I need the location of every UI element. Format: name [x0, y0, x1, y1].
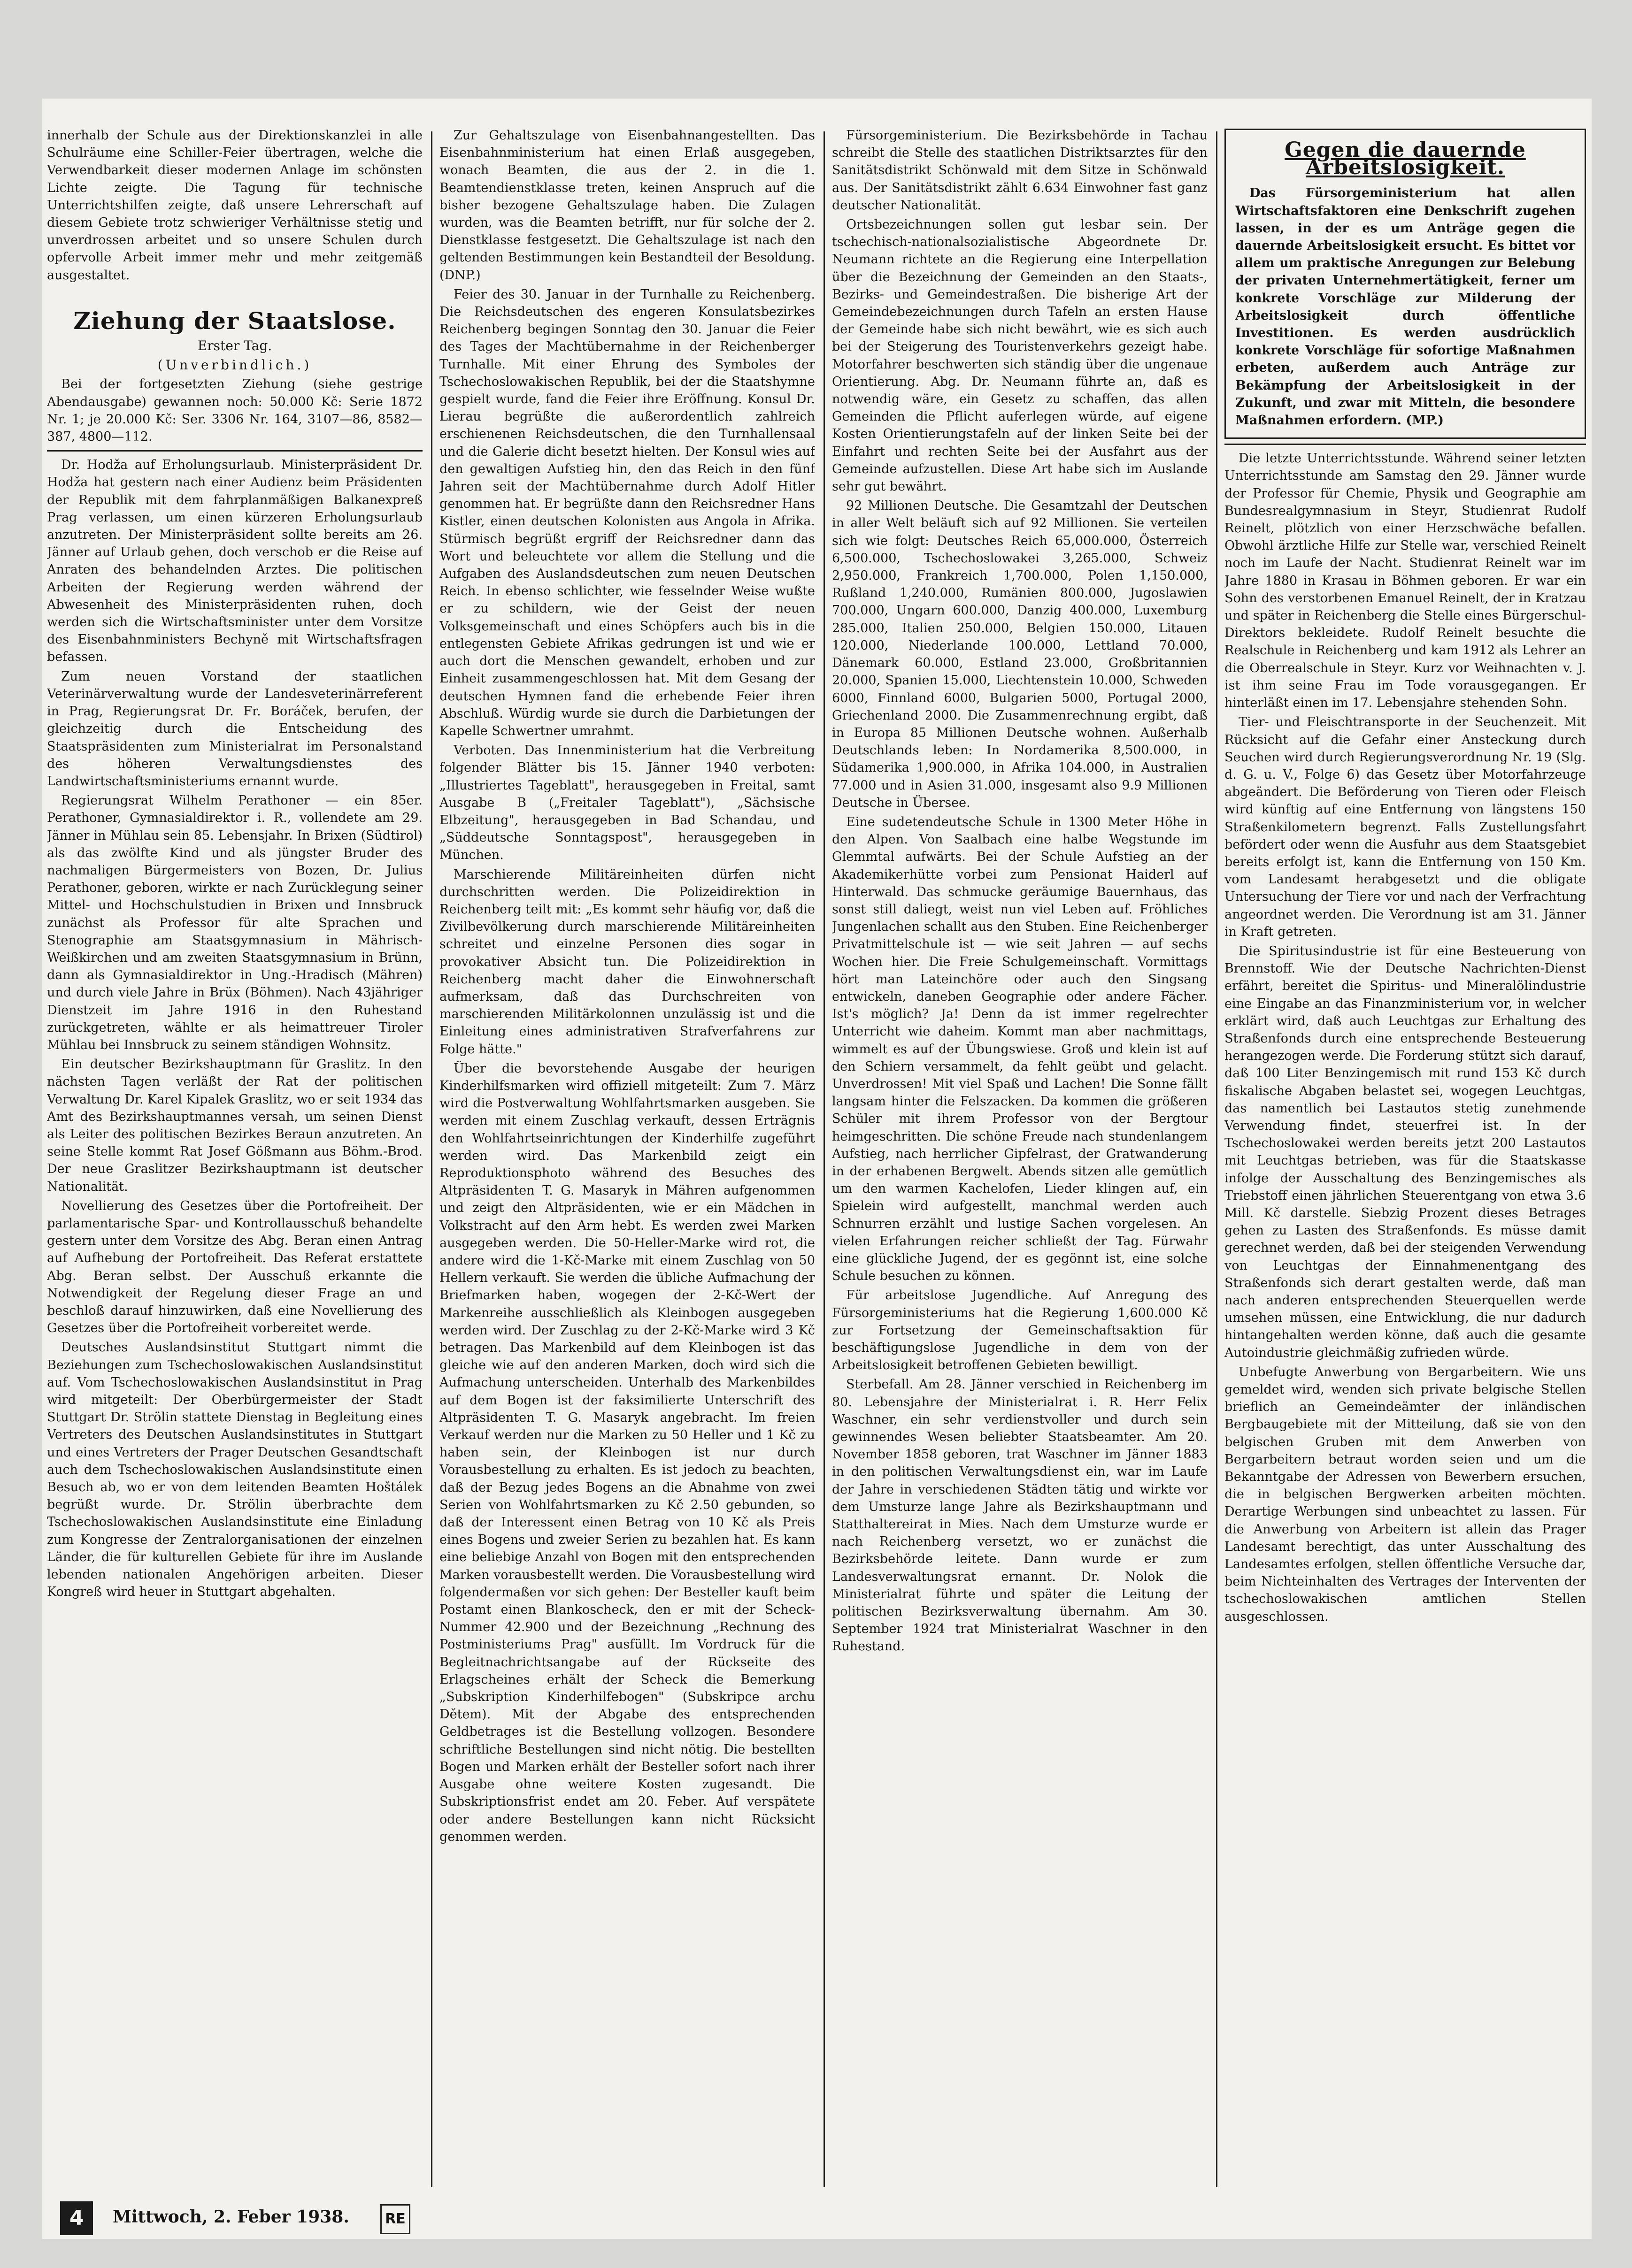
article-tiertransporte: Tier- und Fleischtransporte in der Seuchenzeit. Mit Rücksicht auf die Gefahr einer Ansteckung durch Seuchen wird durch Regierungsverordnung Nr. 19 (Slg. d. G. u. V., Folge 6) das Gesetz über Motorfahrzeuge abgeändert. Die Beförderung von Tieren oder Fleisch wird künftig auf eine Entfernung von längstens 150 Straßenkilometern begrenzt. Falls Zustellungsfahrt befördert oder wenn die Ausfuhr aus dem Staatsgebiet bereits erfolgt ist, kann die Entfernung von 150 Km. vom Landesamt herabgesetzt und die obligate Untersuchung der Tiere vor und nach der Verfrachtung angeordnet werden. Die Verordnung ist am 31. Jänner in Kraft getreten.	[1224, 715, 1586, 939]
article-gehaltszulage: Zur Gehaltszulage von Eisenbahnangestellten. Das Eisenbahnministerium hat einen Erlaß ausgegeben, wonach Beamten, die aus der 2. in die 1. Beamtendienstklasse treten, keinen Anspruch auf die bisher bezogene Gehaltszulage haben. Die Zulagen wurden, was die Beamten betrifft, nur für solche der 2. Dienstklasse festgesetzt. Die Gehaltszulage ist nach den geltenden Bestimmungen kein Bestandteil der Besoldung. (DNP.)	[439, 128, 815, 283]
column-1	[47, 127, 423, 2192]
column-rule	[824, 131, 825, 2187]
article-sterbefall: Sterbefall. Am 28. Jänner verschied in Reichenberg im 80. Lebensjahre der Ministerialrat i. R. Herr Felix Waschner, ein sehr verdienstvoller und durch sein gewinnendes Wesen beliebter Staatsbeamter. Am 20. November 1858 geboren, trat Waschner im Jänner 1883 in den politischen Verwaltungsdienst ein, war im Laufe der Jahre in verschiedenen Städten tätig und wirkte vor dem Umsturze lange Jahre als Bezirkshauptmann und Statthaltereirat in Mies. Nach dem Umsturze wurde er nach Reichenberg versetzt, wo er zunächst die Bezirksbehörde leitete. Dann wurde er zum Landesverwaltungsrat ernannt. Dr. Nolok die Ministerialrat führte und später die Leitung der politischen Bezirksverwaltung übernahm. Am 30. September 1924 trat Ministerialrat Waschner in den Ruhestand.	[832, 1377, 1208, 1654]
article-perathoner: Regierungsrat Wilhelm Perathoner — ein 85er. Perathoner, Gymnasialdirektor i. R., vollendete am 29. Jänner in Mühlau sein 85. Lebensjahr. In Brixen (Südtirol) als das zwölfte Kind und als jüngster Bruder des nachmaligen Bürgermeisters von Bozen, Dr. Julius Perathoner, geboren, wirkte er nach Zurücklegung seiner Mittel- und Hochschulstudien in Brixen und Innsbruck zunächst als Professor für alte Sprachen und Stenographie am Staatsgymnasium in Mährisch-Weißkirchen und am zweiten Staatsgymnasium in Brünn, dann als Gymnasialdirektor in Ung.-Hradisch (Mähren) und durch viele Jahre in Brüx (Böhmen). Nach 43jähriger Dienstzeit im Jahre 1916 in den Ruhestand zurückgetreten, wählte er als heimattreuer Tiroler Mühlau bei Innsbruck zu seinem ständigen Wohnsitz.	[47, 793, 423, 1052]
featured-body: Das Fürsorgeministerium hat allen Wirtschaftsfaktoren eine Denkschrift zugehen lassen, in der es um Anträge gegen die dauernde Arbeitslosigkeit ersucht. Es bittet vor allem um praktische Anregungen zur Belebung der privaten Unternehmertätigkeit, ferner um konkrete Vorschläge zur Milderung der Arbeitslosigkeit durch öffentliche Investitionen. Es werden ausdrücklich konkrete Vorschläge für sofortige Maßnahmen erbeten, außerdem auch Anträge zur Bekämpfung der Arbeitslosigkeit in der Zukunft, und zwar mit Mitteln, die besondere Maßnahmen erfordern. (MP.)	[1235, 186, 1575, 428]
article-spiritusindustrie: Die Spiritusindustrie ist für eine Besteuerung von Brennstoff. Wie der Deutsche Nachrichten-Dienst erfährt, bereitet die Spiritus- und Mineralölindustrie eine Eingabe an das Finanzministerium vor, in welcher erklärt wird, daß auch Leuchtgas zur Erhaltung des Straßenfonds durch eine entsprechende Besteuerung herangezogen werde. Die Forderung stützt sich darauf, daß 100 Liter Benzingemisch mit rund 153 Kč durch fiskalische Abgaben belastet sei, wogegen Leuchtgas, das namentlich bei Lastautos stetig zunehmende Verwendung findet, steuerfrei ist. In der Tschechoslowakei werden bereits jetzt 200 Lastautos mit Leuchtgas betrieben, was für die Staatskasse infolge der Ausschaltung des Benzingemisches als Triebstoff einen jährlichen Steuerentgang von etwa 3.6 Mill. Kč darstelle. Siebzig Prozent dieses Betrages gehen zu Lasten des Straßenfonds. Es müsse damit gerechnet werden, daß bei der steigenden Verwendung von Leuchtgas der Einnahmenentgang des Straßenfonds sich derart gestalten werde, daß man nach anderen entsprechenden Steuerquellen werde umsehen müssen, eine Entwicklung, die nur dadurch hintangehalten werden könne, daß auch die gesamte Autoindustrie gleichmäßig zufrieden würde.	[1224, 943, 1586, 1360]
lottery-title: Ziehung der Staatslose.	[73, 306, 396, 335]
featured-box	[1224, 129, 1586, 439]
article-auslandsinstitut: Deutsches Auslandsinstitut Stuttgart nimmt die Beziehungen zum Tschechoslowakischen Auslandsinstitut auf. Vom Tschechoslowakischen Auslandsinstitut in Prag wird mitgeteilt: Der Oberbürgermeister der Stadt Stuttgart Dr. Strölin stattete Dienstag in Begleitung eines Vertreters des Deutschen Auslandsinstitutes in Stuttgart und eines Vertreters der Prager Deutschen Gesandtschaft auch dem Tschechoslowakischen Auslandsinstitute einen Besuch ab, wo er von dem leitenden Beamten Hoštálek begrüßt wurde. Dr. Strölin überbrachte dem Tschechoslowakischen Auslandsinstitute eine Einladung zum Kongresse der Zentralorganisationen der einzelnen Länder, die für kulturellen Gebiete für ihre im Auslande lebenden nationalen Angehörigen arbeiten. Dieser Kongreß wird heuer in Stuttgart abgehalten.	[47, 1340, 423, 1600]
article-unterrichtsstunde: Die letzte Unterrichtsstunde. Während seiner letzten Unterrichtsstunde am Samstag den 29. Jänner wurde der Professor für Chemie, Physik und Geographie am Bundesrealgymnasium in Steyr, Studienrat Rudolf Reinelt, plötzlich von einer Herzschwäche befallen. Obwohl ärztliche Hilfe zur Stelle war, verschied Reinelt noch im Laufe der Nacht. Studienrat Reinelt war im Jahre 1880 in Krasau in Böhmen geboren. Er war ein Sohn des verstorbenen Emanuel Reinelt, der in Kratzau und später in Reichenberg die Stelle eines Bürgerschul-Direktors bekleidete. Rudolf Reinelt besuchte die Realschule in Reichenberg und kam 1912 als Lehrer an die Oberrealschule in Steyr. Kurz vor Weihnachten v. J. ist ihm seine Frau im Tode vorausgegangen. Er hinterläßt einen im 17. Lebensjahre stehenden Sohn.	[1224, 451, 1586, 711]
article-kinderhilfsmarken: Über die bevorstehende Ausgabe der heurigen Kinderhilfsmarken wird offiziell mitgeteilt: Zum 7. März wird die Postverwaltung Wohlfahrtsmarken ausgeben. Sie werden mit einem Zuschlag verkauft, dessen Erträgnis den Wohlfahrtseinrichtungen der Kinderhilfe zugeführt werden wird. Das Markenbild zeigt ein Reproduktionsphoto während des Besuches des Altpräsidenten T. G. Masaryk in Mähren aufgenommen und zeigt den Altpräsidenten, wie er ein Mädchen in Volkstracht auf den Arm hebt. Es werden zwei Marken ausgegeben werden. Die 50-Heller-Marke wird rot, die andere wird die 1-Kč-Marke mit einem Zuschlag von 50 Hellern verkauft. Sie werden die übliche Aufmachung der Briefmarken haben, wogegen der 2-Kč-Wert der Markenreihe ausschließlich als Kleinbogen ausgegeben werden wird. Der Zuschlag zu der 2-Kč-Marke wird 3 Kč betragen. Das Markenbild auf dem Kleinbogen ist das gleiche wie auf den anderen Marken, doch wird sich die Aufmachung unterscheiden. Unterhalb des Markenbildes auf dem Bogen ist der faksimilierte Unterschrift des Altpräsidenten T. G. Masaryk angebracht. Im freien Verkauf werden nur die Marken zu 50 Heller und 1 Kč zu haben sein, der Kleinbogen ist nur durch Vorausbestellung zu erhalten. Es ist jedoch zu beachten, daß der Bezug jedes Bogens an die Abnahme von zwei Serien von Wohlfahrtsmarken zu Kč 2.50 gebunden, so daß der Interessent einen Betrag von 10 Kč als Preis eines Bogens und zweier Serien zu bezahlen hat. Es kann eine beliebige Anzahl von Bogen mit den entsprechenden Marken vorausbestellt werden. Die Vorausbestellung wird folgendermaßen vor sich gehen: Der Besteller kauft beim Postamt einen Blankoscheck, den er mit der Scheck-Nummer 42.900 und der Bezeichnung „Rechnung des Postministeriums Prag" ausfüllt. Im Vordruck für die Begleitnachrichtsangabe auf der Rückseite des Erlagscheines erhält der Scheck die Bemerkung „Subskription Kinderhilfebogen" (Subskripce archu Dětem). Mit der Abgabe des entsprechenden Geldbetrages ist die Bestellung vollzogen. Besondere schriftliche Bestellungen sind nicht nötig. Die bestellten Bogen und Marken erhält der Besteller sofort nach ihrer Ausgabe ohne weitere Kosten zugesandt. Die Subskriptionsfrist endet am 20. Feber. Auf verspätete oder andere Bestellungen kann nicht Rücksicht genommen werden.	[439, 1061, 815, 1844]
newspaper-page	[42, 99, 1592, 2239]
featured-title: Gegen die dauernde Arbeitslosigkeit.	[1285, 138, 1526, 180]
article-graslitz: Ein deutscher Bezirkshauptmann für Graslitz. In den nächsten Tagen verläßt der Rat der politischen Verwaltung Dr. Karel Kipalek Graslitz, wo er seit 1934 das Amt des Bezirkshauptmannes versah, um seinen Dienst als Leiter des politischen Bezirkes Beraun anzutreten. An seine Stelle kommt Rat Josef Gößmann aus Böhm.-Brod. Der neue Graslitzer Bezirkshauptmann ist deutscher Nationalität.	[47, 1057, 423, 1194]
column-rule	[431, 131, 432, 2187]
intro-text: innerhalb der Schule aus der Direktionskanzlei in alle Schulräume eine Schiller-Feier übertragen, welche die Verwendbarkeit dieser modernen Anlage im schönsten Lichte zeigte. Die Tagung für technische Unterrichtshilfen zeigte, daß unsere Lehrerschaft auf diesem Gebiete trotz schwieriger Verhältnisse stetig und unverdrossen arbeitet und so unsere Schulen durch opfervolle Arbeit immer mehr und mehr zeitgemäß ausgestaltet.	[47, 128, 423, 283]
column-4	[1224, 127, 1586, 2206]
column-3	[832, 127, 1208, 2206]
lottery-subtitle: Erster Tag.	[197, 338, 272, 354]
article-portofreiheit: Novellierung des Gesetzes über die Portofreiheit. Der parlamentarische Spar- und Kontrollausschuß behandelte gestern unter dem Vorsitze des Abg. Beran einen Antrag auf Aufhebung der Portofreiheit. Das Referat erstattete Abg. Beran selbst. Der Ausschuß erkannte die Notwendigkeit der Regelung dieser Frage an und beschloß darauf hinzuwirken, daß eine Novellierung des Gesetzes über die Portofreiheit vorbereitet werde.	[47, 1198, 423, 1336]
article-fuersorge: Fürsorgeministerium. Die Bezirksbehörde in Tachau schreibt die Stelle des staatlichen Distriktsarztes für den Sanitätsdistrikt Schönwald mit dem Sitze in Schönwald aus. Der Sanitätsdistrikt zählt 6.634 Einwohner fast ganz deutscher Nationalität.	[832, 128, 1208, 213]
page-number: 4	[60, 2201, 93, 2235]
article-bergarbeiter: Unbefugte Anwerbung von Bergarbeitern. Wie uns gemeldet wird, wenden sich private belgische Stellen brieflich an Gemeindeämter der inländischen Bergbaugebiete mit der Mitteilung, daß sie von den belgischen Gruben mit dem Anwerben von Bergarbeitern betraut worden seien und um die Bekanntgabe der Adressen von Bewerbern ersuchen, die in belgischen Bergwerken arbeiten möchten. Derartige Werbungen sind unbeachtet zu lassen. Für die Anwerbung von Arbeitern ist allein das Prager Landesamt berechtigt, das unter Ausschaltung des Landesamtes erfolgen, stellen öffentliche Versuche dar, beim Nichteinhalten des Vertrages der Interventen der tschechoslowakischen amtlichen Stellen ausgeschlossen.	[1224, 1364, 1586, 1624]
article-alpenschule: Eine sudetendeutsche Schule in 1300 Meter Höhe in den Alpen. Von Saalbach eine halbe Wegstunde im Glemmtal aufwärts. Bei der Schule Aufstieg an der Akademikerhütte vorbei zum Pensionat Haiderl auf Hinterwald. Das schmucke geräumige Bauernhaus, das sonst still daliegt, weist nun viel Leben auf. Fröhliches Jungenlachen schallt aus den Stuben. Eine Reichenberger Privatmittelschule ist — wie seit Jahren — auf sechs Wochen hier. Die Freie Schulgemeinschaft. Vormittags hört man Lateinchöre oder auch den Singsang entwickeln, daneben Geographie oder andere Fächer. Ist's möglich? Ja! Denn da ist immer regelrechter Unterricht wie daheim. Kommt man aber nachmittags, wimmelt es auf der Übungswiese. Groß und klein ist auf den Schiern versammelt, da fehlt geübt und gelacht. Unverdrossen! Mit viel Spaß und Lachen! Die Sonne fällt langsam hinter die Felszacken. Da kommen die größeren Schüler mit ihrem Professor von der Bergtour heimgeschritten. Die schöne Freude nach stundenlangem Aufstieg, nach herrlicher Gipfelrast, der Gratwanderung in der erhabenen Bergwelt. Abends sitzen alle gemütlich um den warmen Kachelofen, Lieder klingen auf, ein Spielein wird aufgestellt, manchmal werden auch Schnurren erzählt und lustige Sachen vorgelesen. An vielen Erfahrungen reicher schließt der Tag. Fürwahr eine glückliche Jugend, der es gegönnt ist, eine solche Schule besuchen zu können.	[832, 814, 1208, 1284]
lottery-results: Bei der fortgesetzten Ziehung (siehe gestrige Abendausgabe) gewannen noch: 50.000 Kč: Serie 1872 Nr. 1; je 20.000 Kč: Ser. 3306 Nr. 164, 3107—86, 8582—387, 4800—112.	[47, 377, 423, 444]
column-2	[439, 127, 815, 2206]
divider	[47, 450, 423, 452]
column-rule	[1216, 131, 1217, 2187]
article-veterinary: Zum neuen Vorstand der staatlichen Veterinärverwaltung wurde der Landesveterinärreferent in Prag, Regierungsrat Dr. Fr. Boráček, berufen, der gleichzeitig durch die Entscheidung des Staatspräsidenten zum Ministerialrat im Personalstand des höheren Verwaltungsdienstes des Landwirtschaftsministeriums ernannt wurde.	[47, 669, 423, 789]
publisher-mark: RE	[380, 2204, 410, 2234]
article-ortsbezeichnungen: Ortsbezeichnungen sollen gut lesbar sein. Der tschechisch-nationalsozialistische Abgeordnete Dr. Neumann richtete an die Regierung eine Interpellation über die Bezeichnung der Gemeinden an den Staats-, Bezirks- und Gemeindestraßen. Die bisherige Art der Gemeindebezeichnungen durch Tafeln an ersten Hause der Gemeinde habe sich nicht bewährt, wie es sich auch bei der Steigerung des Touristenverkehrs gezeigt habe. Motorfahrer beschwerten sich ständig über die ungenaue Orientierung. Abg. Dr. Neumann führte an, daß es notwendig wäre, ein Gesetz zu schaffen, das allen Gemeinden die Pflicht auferlegen würde, auf eigene Kosten Orientierungstafeln auf der linken Seite bei der Einfahrt und rechten Seite bei der Ausfahrt aus der Gemeinde aufzustellen. Diese Art habe sich im Auslande sehr gut bewährt.	[832, 217, 1208, 494]
article-feier-reichenberg: Feier des 30. Januar in der Turnhalle zu Reichenberg. Die Reichsdeutschen des engeren Konsulatsbezirkes Reichenberg begingen Sonntag den 30. Januar die Feier des Tages der Machtübernahme in der Reichenberger Turnhalle. Mit einer Ehrung des Symboles der Tschechoslowakischen Republik, bei der die Staatshymne gespielt wurde, fand die Feier ihre Eröffnung. Konsul Dr. Lierau begrüßte die außerordentlich zahlreich erschienenen Reichsdeutschen, die den Turnhallensaal und die Galerie dicht besetzt hielten. Der Konsul wies auf den gewaltigen Aufstieg hin, den das Reich in den fünf Jahren seit der Machtübernahme durch Adolf Hitler genommen hat. Er begrüßte dann den Reichsredner Hans Kistler, einen deutschen Kolonisten aus Angola in Afrika. Stürmisch begrüßt ergriff der Reichsredner dann das Wort und beleuchtete vor allem die Stellung und die Aufgaben des Auslandsdeutschen zum neuen Deutschen Reich. In ebenso schlichter, wie fesselnder Weise wußte er zu schildern, wie der Geist der neuen Volksgemeinschaft und eines Schöpfers auch bis in die entlegensten Gebiete Afrikas gedrungen ist und wie er auch dort die Menschen gewandelt, erhoben und zur Einheit zusammengeschlossen hat. Mit dem Gesang der deutschen Hymnen fand die erhebende Feier ihren Abschluß. Würdig wurde sie durch die Darbietungen der Kapelle Schwertner umrahmt.	[439, 287, 815, 738]
divider	[1224, 444, 1586, 445]
page-footer	[42, 2201, 418, 2237]
article-92-millionen: 92 Millionen Deutsche. Die Gesamtzahl der Deutschen in aller Welt beläuft sich auf 92 Millionen. Sie verteilen sich wie folgt: Deutsches Reich 65,000.000, Österreich 6,500.000, Tschechoslowakei 3,265.000, Schweiz 2,950.000, Frankreich 1,700.000, Polen 1,150.000, Rußland 1,240.000, Rumänien 800.000, Jugoslawien 700.000, Ungarn 600.000, Danzig 400.000, Luxemburg 285.000, Italien 250.000, Belgien 150.000, Litauen 120.000, Niederlande 100.000, Lettland 70.000, Dänemark 60.000, Estland 23.000, Großbritannien 20.000, Spanien 15.000, Liechtenstein 10.000, Schweden 6000, Finnland 6000, Bulgarien 5000, Portugal 2000, Griechenland 2000. Die Zusammenrechnung ergibt, daß in Europa 85 Millionen Deutsche wohnen. Außerhalb Deutschlands leben: In Nordamerika 8,500.000, in Südamerika 1,900.000, in Afrika 104.000, in Australien 77.000 und in Asien 31.000, insgesamt also 9.9 Millionen Deutsche in Übersee.	[832, 498, 1208, 810]
article-jugendliche: Für arbeitslose Jugendliche. Auf Anregung des Fürsorgeministeriums hat die Regierung 1,600.000 Kč zur Fortsetzung der Gemeinschaftsaktion für beschäftigungslose Jugendliche in dem von der Arbeitslosigkeit betroffenen Gebieten bewilligt.	[832, 1288, 1208, 1373]
article-verboten: Verboten. Das Innenministerium hat die Verbreitung folgender Blätter bis 15. Jänner 1940 verboten: „Illustriertes Tageblatt", herausgegeben in Freital, samt Ausgabe B („Freitaler Tageblatt"), „Sächsische Elbzeitung", herausgegeben in Bad Schandau, und „Süddeutsche Sonntagspost", herausgegeben in München.	[439, 743, 815, 863]
dateline: Mittwoch, 2. Feber 1938.	[113, 2207, 349, 2227]
lottery-note: (Unverbindlich.)	[157, 357, 312, 373]
article-hodza: Dr. Hodža auf Erholungsurlaub. Ministerpräsident Dr. Hodža hat gestern nach einer Audienz beim Präsidenten der Republik mit dem fahrplanmäßigen Balkanexpreß Prag verlassen, um einen kürzeren Erholungsurlaub anzutreten. Der Ministerpräsident sollte bereits am 26. Jänner auf Urlaub gehen, doch verschob er die Reise auf Anraten des behandelnden Arztes. Die politischen Arbeiten der Regierung werden während der Abwesenheit des Ministerpräsidenten ruhen, doch werden sich die Wirtschaftsminister unter dem Vorsitze des Eisenbahnministers Bechyně mit Wirtschaftsfragen befassen.	[47, 458, 423, 665]
article-militaer: Marschierende Militäreinheiten dürfen nicht durchschritten werden. Die Polizeidirektion in Reichenberg teilt mit: „Es kommt sehr häufig vor, daß die Zivilbevölkerung durch marschierende Militäreinheiten schreitet und einzelne Personen dies sogar in provokativer Absicht tun. Die Polizeidirektion in Reichenberg macht daher die Einwohnerschaft aufmerksam, daß das Durchschreiten von marschierenden Militärkolonnen unzulässig ist und die Einleitung eines administrativen Strafverfahrens zur Folge hätte."	[439, 867, 815, 1057]
